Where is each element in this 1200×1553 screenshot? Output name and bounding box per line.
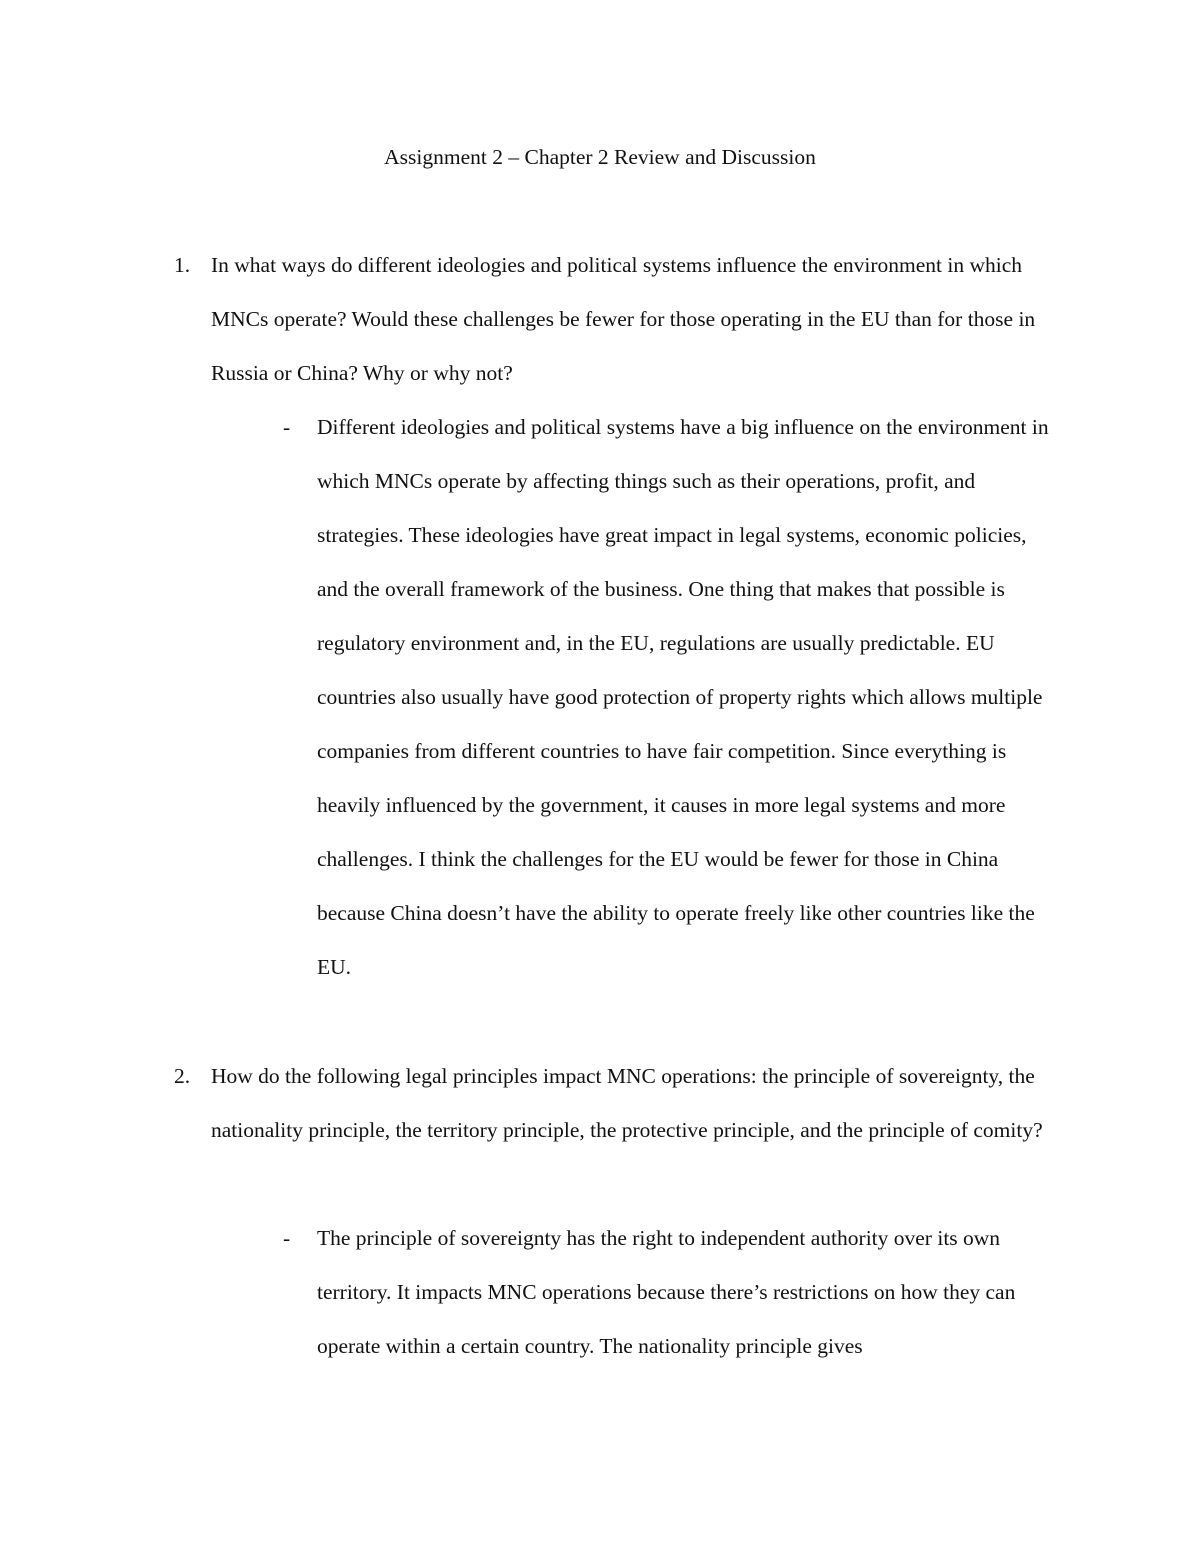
question-text: How do the following legal principles impact MNC operations: the principle of sovereignty, the nationality principle, the territory principle, the protective principle, and the principle of comity?	[211, 1064, 1043, 1142]
answer-2	[283, 1211, 1052, 1373]
question-number: 2.	[174, 1064, 191, 1088]
answer-text: The principle of sovereignty has the right to independent authority over its own territory. It impacts MNC operations because there’s restrictions on how they can operate within a certain country. The nationality principle gives	[317, 1226, 1016, 1358]
answer-bullet: -	[283, 415, 291, 439]
question-2	[174, 1049, 1061, 1157]
document-title: Assignment 2 – Chapter 2 Review and Discussion	[384, 145, 816, 169]
answer-1	[283, 400, 1052, 994]
question-text: In what ways do different ideologies and political systems influence the environment in which MNCs operate? Would these challenges be fewer for those operating in the EU than for those in Russia or China? Why or why not?	[211, 253, 1036, 385]
question-1	[174, 238, 1061, 400]
answer-text: Different ideologies and political systems have a big influence on the environment in which MNCs operate by affecting things such as their operations, profit, and strategies. These ideologies have great impact in legal systems, economic policies, and the overall framework of the business. One thing that makes that possible is regulatory environment and, in the EU, regulations are usually predictable. EU countries also usually have good protection of property rights which allows multiple companies from different countries to have fair competition. Since everything is heavily influenced by the government, it causes in more legal systems and more challenges. I think the challenges for the EU would be fewer for those in China because China doesn’t have the ability to operate freely like other countries like the EU.	[317, 415, 1049, 979]
answer-bullet: -	[283, 1226, 291, 1250]
question-number: 1.	[174, 253, 191, 277]
